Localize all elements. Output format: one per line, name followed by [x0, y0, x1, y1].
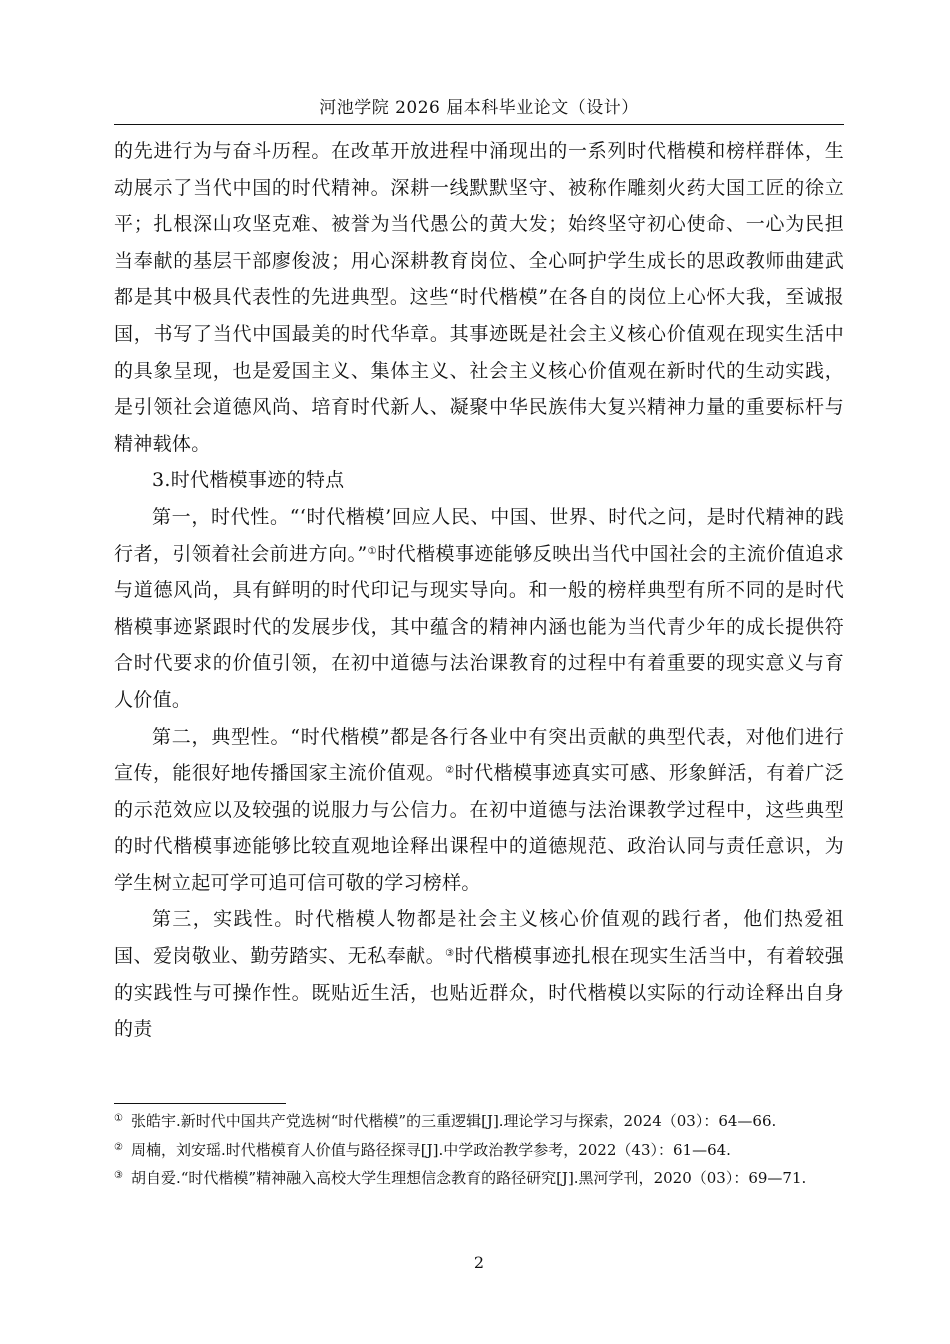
- footnote-text: 胡自爱.“时代楷模”精神融入高校大学生理想信念教育的路径研究[J].黑河学刊，2020（03）：69—71.: [130, 1169, 807, 1187]
- paragraph-typicality: [114, 719, 844, 902]
- footnote-divider: [114, 1103, 286, 1104]
- page-number: 2: [473, 1253, 485, 1272]
- footnote-mark: ③: [114, 1170, 123, 1181]
- paragraph-text: 第二，典型性。“时代楷模”都是各行各业中有突出贡献的典型代表，对他们进行宣传，能很好地传播国家主流价值观。: [114, 725, 844, 785]
- footnote-text: 周楠，刘安瑶.时代楷模育人价值与路径探寻[J].中学政治教学参考，2022（43）：61—64.: [130, 1140, 731, 1159]
- paragraph-practicality: [114, 901, 844, 1047]
- footnote-item: [114, 1108, 844, 1133]
- footnote-text: 张皓宇.新时代中国共产党选树“时代楷模”的三重逻辑[J].理论学习与探索，2024（03）：64—66.: [130, 1112, 777, 1130]
- footnote-mark: ①: [114, 1113, 123, 1124]
- footnote-item: [114, 1137, 844, 1162]
- paragraph-text: 时代楷模事迹扎根在现实生活当中，有着较强的实践性与可操作性。既贴近生活，也贴近群众，时代楷模以实际的行动诠释出自身的责: [114, 945, 844, 1041]
- footnote-item: [114, 1165, 844, 1190]
- footnote-mark: ②: [114, 1141, 123, 1153]
- body-text: [114, 133, 844, 1048]
- paragraph-text: 时代楷模事迹能够反映出当代中国社会的主流价值追求与道德风尚，具有鲜明的时代印记与现实导向。和一般的榜样典型有所不同的是时代楷模事迹紧跟时代的发展步伐，其中蕴含的精神内涵也能为当代青少年的成长提供符合时代要求的价值引领，在初中道德与法治课教育的过程中有着重要的现实意义与育人价值。: [114, 542, 845, 711]
- page-header: 河池学院 2026 届本科毕业论文（设计）: [319, 98, 639, 118]
- footnote-ref-3[interactable]: ③: [445, 948, 455, 960]
- header-divider: [114, 124, 844, 125]
- footnote-ref-2[interactable]: ②: [445, 765, 455, 777]
- paragraph-text: 第一，时代性。“‘时代楷模’回应人民、中国、世界、时代之问，是时代精神的践行者，引领着社会前进方向。”: [114, 505, 844, 565]
- paragraph-text: 时代楷模事迹真实可感、形象鲜活，有着广泛的示范效应以及较强的说服力与公信力。在初中道德与法治课教学过程中，这些典型的时代楷模事迹能够比较直观地诠释出课程中的道德规范、政治认同与责任意识，为学生树立起可学可追可信可敬的学习榜样。: [114, 762, 844, 894]
- paragraph-text: 第三，实践性。时代楷模人物都是社会主义核心价值观的践行者，他们热爱祖国、爱岗敬业、勤劳踏实、无私奉献。: [114, 908, 844, 968]
- footnotes: [114, 1108, 844, 1194]
- section-heading: 3.时代楷模事迹的特点: [152, 469, 345, 492]
- footnote-ref-1[interactable]: ①: [367, 545, 378, 557]
- paragraph-continuation: 的先进行为与奋斗历程。在改革开放进程中涌现出的一系列时代楷模和榜样群体，生动展示了当代中国的时代精神。深耕一线默默坚守、被称作雕刻火药大国工匠的徐立平；扎根深山攻坚克难、被誉为当代愚公的黄大发；始终坚守初心使命、一心为民担当奉献的基层干部廖俊波；用心深耕教育岗位、全心呵护学生成长的思政教师曲建武都是其中极具代表性的先进典型。这些“时代楷模”在各自的岗位上心怀大我，至诚报国，书写了当代中国最美的时代华章。其事迹既是社会主义核心价值观在现实生活中的具象呈现，也是爱国主义、集体主义、社会主义核心价值观在新时代的生动实践，是引领社会道德风尚、培育时代新人、凝聚中华民族伟大复兴精神力量的重要标杆与精神载体。: [114, 140, 844, 455]
- paragraph-timeliness: [114, 499, 844, 719]
